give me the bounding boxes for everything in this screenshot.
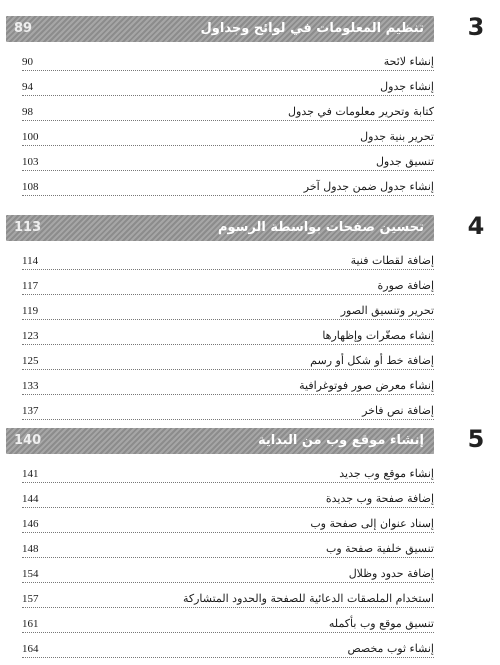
toc-entry-label: استخدام الملصقات الدعائية للصفحة والحدود المتشاركة [177,592,434,605]
toc-page-number: 137 [22,405,45,417]
toc-entry-label: إضافة صورة [372,279,435,292]
toc-page-number: 108 [22,181,45,193]
toc-entry[interactable] [22,395,434,420]
toc-entry-label: تنسيق جدول [370,155,434,168]
toc-page-number: 117 [22,280,44,292]
toc-entry[interactable] [22,483,434,508]
toc-page-number: 154 [22,568,45,580]
toc-entry[interactable] [22,46,434,71]
toc-page-number: 125 [22,355,45,367]
toc-entry[interactable] [22,533,434,558]
chapter-title: إنشاء موقع وب من البداية [257,433,424,448]
toc-entry-label: إنشاء موقع وب جديد [333,467,434,480]
toc-entry-label: إنشاء مصغّرات وإظهارها [316,329,434,342]
toc-entry[interactable] [22,633,434,658]
toc-entry[interactable] [22,558,434,583]
toc-entry[interactable] [22,508,434,533]
toc-page-number: 146 [22,518,45,530]
toc-page-number: 119 [22,305,44,317]
toc-entry-label: إنشاء جدول ضمن جدول آخر [298,180,434,193]
chapter-banner [6,428,434,454]
toc-entry-label: إسناد عنوان إلى صفحة وب [304,517,434,530]
chapter-title: تنظيم المعلومات في لوائح وجداول [200,21,424,36]
toc-entry[interactable] [22,583,434,608]
chapter-entries [22,46,434,196]
toc-entry[interactable] [22,245,434,270]
toc-entry-label: تحرير بنية جدول [354,130,434,143]
toc-entry[interactable] [22,608,434,633]
toc-entry[interactable] [22,171,434,196]
toc-page-number: 133 [22,380,45,392]
toc-entry[interactable] [22,71,434,96]
toc-entry-label: تحرير وتنسيق الصور [335,304,434,317]
chapter-number: 5 [467,425,485,453]
toc-page-number: 123 [22,330,45,342]
toc-entry[interactable] [22,345,434,370]
chapter-number: 3 [467,13,485,41]
toc-entry-label: إضافة لقطات فنية [345,254,434,267]
toc-entry-label: إنشاء ثوب مخصص [341,642,434,655]
toc-entry-label: إنشاء معرض صور فوتوغرافية [293,379,434,392]
chapter-start-page: 89 [14,21,33,36]
chapter-entries [22,245,434,420]
toc-page-number: 164 [22,643,45,655]
toc-entry-label: إضافة خط أو شكل أو رسم [304,354,434,367]
chapter-entries [22,458,434,658]
toc-entry[interactable] [22,458,434,483]
toc-page-number: 161 [22,618,45,630]
toc-page-number: 100 [22,131,45,143]
toc-page-number: 157 [22,593,45,605]
toc-entry[interactable] [22,121,434,146]
toc-entry[interactable] [22,270,434,295]
toc-page-number: 144 [22,493,45,505]
chapter-title: تحسين صفحات بواسطة الرسوم [217,220,424,235]
chapter-banner [6,16,434,42]
toc-entry-label: إنشاء لائحة [378,55,434,68]
toc-entry[interactable] [22,146,434,171]
chapter-banner [6,215,434,241]
toc-entry-label: كتابة وتحرير معلومات في جدول [282,105,434,118]
toc-page-number: 114 [22,255,44,267]
chapter-start-page: 140 [14,433,42,448]
toc-page-number: 103 [22,156,45,168]
toc-entry-label: إنشاء جدول [374,80,434,93]
chapter-start-page: 113 [14,220,42,235]
toc-page-number: 90 [22,56,39,68]
toc-entry[interactable] [22,295,434,320]
toc-page-number: 141 [22,468,45,480]
toc-entry[interactable] [22,96,434,121]
toc-page-number: 98 [22,106,39,118]
toc-entry[interactable] [22,370,434,395]
toc-page-number: 94 [22,81,39,93]
toc-entry[interactable] [22,320,434,345]
toc-page-number: 148 [22,543,45,555]
toc-entry-label: تنسيق موقع وب بأكمله [323,617,434,630]
toc-entry-label: تنسيق خلفية صفحة وب [320,542,434,555]
toc-entry-label: إضافة حدود وظلال [343,567,434,580]
chapter-number: 4 [467,212,485,240]
toc-entry-label: إضافة نص فاخر [356,404,434,417]
toc-entry-label: إضافة صفحة وب جديدة [320,492,434,505]
